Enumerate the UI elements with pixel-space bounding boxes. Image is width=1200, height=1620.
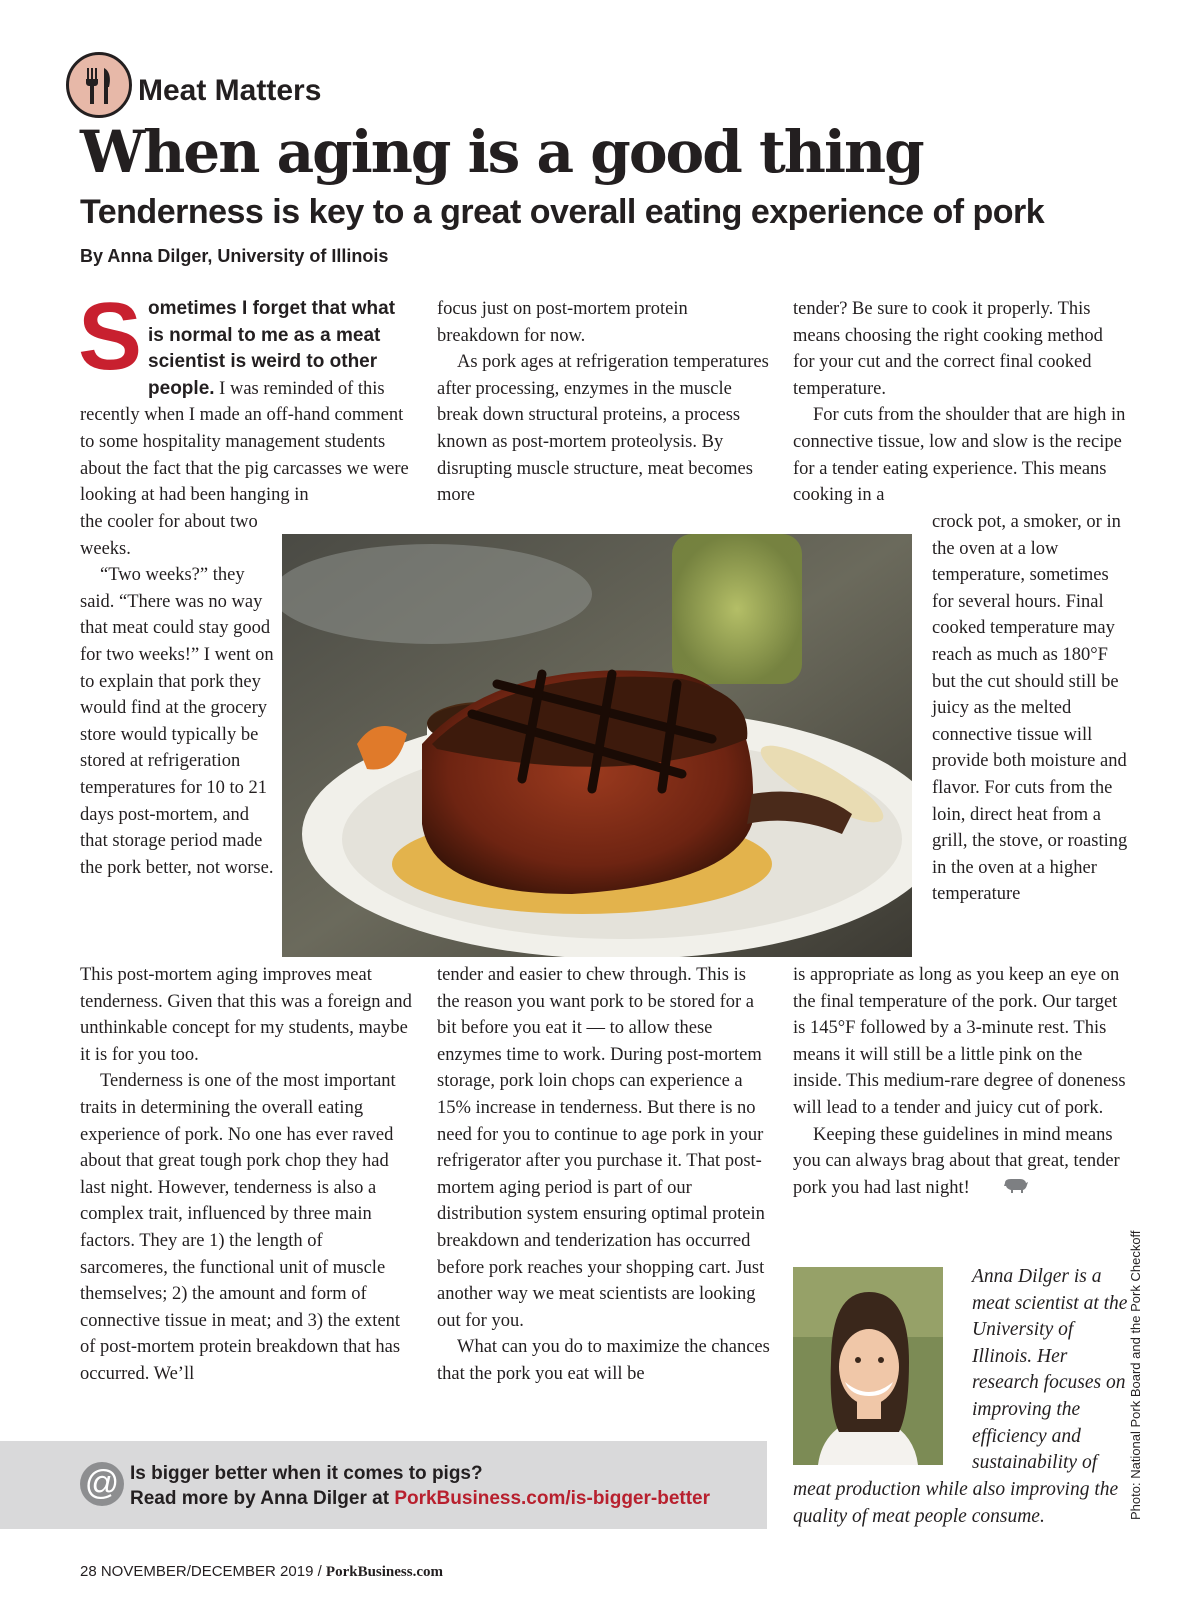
paragraph: focus just on post-mortem protein breakdown for now. bbox=[437, 299, 688, 346]
photo-credit: Photo: National Pork Board and the Pork Checkoff bbox=[1128, 1230, 1143, 1520]
column-1-bottom bbox=[80, 962, 415, 1388]
paragraph bbox=[793, 1122, 1128, 1202]
section-label: Meat Matters bbox=[138, 74, 322, 107]
deck-subtitle: Tenderness is key to a great overall eating experience of pork bbox=[80, 193, 1045, 231]
page-folio bbox=[80, 1563, 443, 1581]
paragraph: As pork ages at refrigeration temperatures after processing, enzymes in the muscle break down structural proteins, a process known as post-mortem proteolysis. By disrupting muscle structure, meat becomes more bbox=[437, 352, 769, 506]
paragraph: This post-mortem aging improves meat tenderness. Given that this was a foreign and unthinkable concept for my students, maybe it is for you too. bbox=[80, 965, 412, 1065]
paragraph-text: Keeping these guidelines in mind means you can always brag about that great, tender pork you had last night! bbox=[793, 1124, 1120, 1198]
author-bio-part-1: Anna Dilger is a meat scientist at the University of Illinois. Her research focuses on improving the efficiency and sustainability of bbox=[972, 1266, 1128, 1474]
callout-read-more bbox=[130, 1486, 710, 1511]
column-2-bottom bbox=[437, 962, 772, 1388]
lead-in: ometimes I forget that what is normal to me as a meat scientist is weird to other people. bbox=[148, 298, 396, 399]
column-2-top bbox=[437, 296, 772, 509]
paragraph: “Two weeks?” they said. “There was no way that meat could stay good for two weeks!” I went on to explain that pork they would find at the grocery store would typically be stored at refrigeration temperatures for 10 to 21 days post-mortem, and that storage period made the pork better, not worse. bbox=[80, 565, 274, 878]
callout-read-more-label: Read more by Anna Dilger at bbox=[130, 1488, 395, 1509]
drop-cap: S bbox=[78, 283, 143, 390]
paragraph-text: I was reminded of this recently when I made an off-hand comment to some hospitality management students about the fact that the pig carcasses we were looking at had been hanging in bbox=[80, 378, 409, 506]
column-3-wrap bbox=[932, 509, 1128, 908]
byline: By Anna Dilger, University of Illinois bbox=[80, 246, 389, 266]
section-header bbox=[66, 50, 321, 120]
folio-site: PorkBusiness.com bbox=[325, 1564, 444, 1580]
callout-link[interactable]: PorkBusiness.com/is-bigger-better bbox=[394, 1488, 711, 1509]
paragraph: tender and easier to chew through. This is the reason you want pork to be stored for a bit before you eat it — to allow these enzymes time to work. During post-mortem storage, pork loin chops can experience a 15% increase in tenderness. But there is no need for you to continue to age pork in your refrigerator after you purchase it. That post-mortem aging period is part of our distribution system ensuring optimal protein breakdown and tenderization has occurred before pork reaches your shopping cart. Just another way we meat scientists are looking out for you. bbox=[437, 965, 765, 1331]
grilled-pork-chop-photo bbox=[282, 534, 912, 957]
paragraph: For cuts from the shoulder that are high in connective tissue, low and slow is the recipe for a tender eating experience. This means cooking in a bbox=[793, 405, 1126, 506]
lead-paragraph bbox=[78, 283, 415, 509]
paragraph: is appropriate as long as you keep an eye on the final temperature of the pork. Our target is 145°F followed by a 3-minute rest. This means it will still be a little pink on the inside. This medium-rare degree of doneness will lead to a tender and juicy cut of pork. bbox=[793, 965, 1126, 1118]
column-3-top bbox=[793, 296, 1128, 509]
author-bio-part-2: meat production while also improving the quality of meat people consume. bbox=[793, 1479, 1119, 1527]
at-sign-icon: @ bbox=[80, 1462, 124, 1506]
paragraph: tender? Be sure to cook it properly. This means choosing the right cooking method for your cut and the correct final cooked temperature. bbox=[793, 299, 1103, 399]
headline: When aging is a good thing bbox=[80, 118, 923, 186]
callout-text bbox=[130, 1461, 710, 1511]
paragraph: Tenderness is one of the most important traits in determining the overall eating experience of pork. No one has ever raved about that great tough pork chop they had last night. However, tenderness is also a complex trait, influenced by three main factors. They are 1) the length of sarcomeres, the functional unit of muscle themselves; 2) the amount and form of connective tissue in meat; and 3) the extent of post-mortem protein breakdown that has occurred. We’ll bbox=[80, 1071, 401, 1384]
pig-icon bbox=[982, 1175, 1028, 1202]
column-3-bottom bbox=[793, 962, 1128, 1202]
fork-knife-icon bbox=[66, 52, 132, 118]
paragraph: What can you do to maximize the chances that the pork you eat will be bbox=[437, 1337, 770, 1384]
folio-page: 28 NOVEMBER/DECEMBER 2019 / bbox=[80, 1563, 326, 1580]
paragraph: crock pot, a smoker, or in the oven at a low temperature, sometimes for several hours. Final cooked temperature may reach as much as 180°F but the cut should still be juicy as the melted connective tissue will provide both moisture and flavor. For cuts from the loin, direct heat from a grill, the stove, or roasting in the oven at a higher temperature bbox=[932, 512, 1128, 905]
column-1-top bbox=[78, 283, 415, 509]
paragraph: the cooler for about two weeks. bbox=[80, 512, 258, 559]
callout-question: Is bigger better when it comes to pigs? bbox=[130, 1463, 483, 1484]
column-1-wrap bbox=[80, 509, 275, 881]
author-portrait-photo bbox=[793, 1267, 943, 1465]
